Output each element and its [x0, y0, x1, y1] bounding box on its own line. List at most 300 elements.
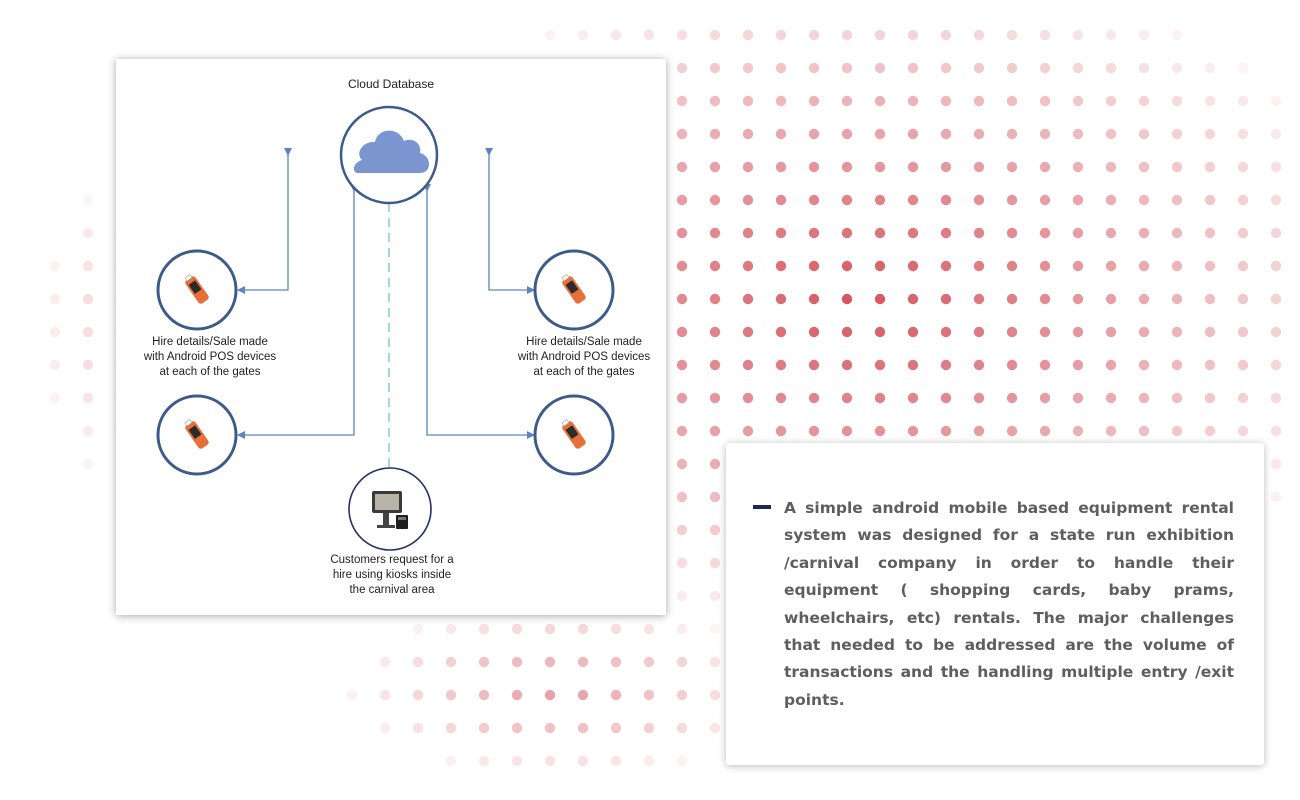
background-dot: [809, 162, 819, 172]
background-dot: [1139, 162, 1149, 172]
background-dot: [776, 195, 786, 205]
background-dot: [974, 228, 984, 238]
background-dot: [941, 261, 951, 271]
background-dot: [1271, 96, 1281, 106]
background-dot: [908, 327, 918, 337]
background-dot: [611, 690, 621, 700]
background-dot: [677, 690, 687, 700]
background-dot: [710, 624, 720, 634]
background-dot: [83, 459, 93, 469]
left-pos-label: Hire details/Sale made with Android POS devices at each of the gates: [143, 336, 277, 378]
background-dot: [83, 294, 93, 304]
background-dot: [941, 393, 951, 403]
background-dot: [710, 129, 720, 139]
background-dot: [479, 690, 489, 700]
background-dot: [1271, 327, 1281, 337]
background-dot: [809, 360, 819, 370]
background-dot: [743, 327, 753, 337]
background-dot: [479, 657, 489, 667]
background-dot: [83, 426, 93, 436]
background-dot: [677, 393, 687, 403]
background-dot: [1007, 327, 1017, 337]
background-dot: [1271, 195, 1281, 205]
background-dot: [1238, 393, 1248, 403]
background-dot: [809, 96, 819, 106]
kiosk-label: Customers request for a hire using kiosks inside the carnival area: [330, 554, 454, 596]
background-dot: [1238, 426, 1248, 436]
background-dot: [941, 30, 951, 40]
background-dot: [50, 360, 60, 370]
background-dot: [479, 723, 489, 733]
background-dot: [908, 195, 918, 205]
background-dot: [1007, 162, 1017, 172]
background-dot: [743, 261, 753, 271]
background-dot: [677, 261, 687, 271]
background-dot: [908, 393, 918, 403]
background-dot: [941, 63, 951, 73]
background-dot: [1139, 129, 1149, 139]
background-dot: [908, 228, 918, 238]
background-dot: [677, 162, 687, 172]
background-dot: [1007, 360, 1017, 370]
background-dot: [1205, 162, 1215, 172]
background-dot: [875, 162, 885, 172]
background-dot: [1040, 426, 1050, 436]
background-dot: [50, 294, 60, 304]
background-dot: [710, 30, 720, 40]
background-dot: [1073, 327, 1083, 337]
background-dot: [908, 162, 918, 172]
background-dot: [677, 459, 687, 469]
background-dot: [875, 30, 885, 40]
background-dot: [974, 162, 984, 172]
background-dot: [710, 228, 720, 238]
background-dot: [710, 591, 720, 601]
background-dot: [1139, 195, 1149, 205]
background-dot: [908, 129, 918, 139]
background-dot: [1205, 129, 1215, 139]
background-dot: [710, 294, 720, 304]
background-dot: [1172, 327, 1182, 337]
background-dot: [710, 327, 720, 337]
cloud-database-node: [341, 107, 437, 203]
background-dot: [611, 624, 621, 634]
background-dot: [1007, 426, 1017, 436]
background-dot: [842, 96, 852, 106]
background-dot: [1073, 393, 1083, 403]
background-dot: [1073, 63, 1083, 73]
background-dot: [1205, 228, 1215, 238]
background-dot: [1106, 360, 1116, 370]
background-dot: [710, 657, 720, 667]
background-dot: [545, 690, 555, 700]
background-dot: [1040, 63, 1050, 73]
background-dot: [875, 327, 885, 337]
background-dot: [842, 426, 852, 436]
background-dot: [1172, 294, 1182, 304]
background-dot: [710, 525, 720, 535]
background-dot: [809, 228, 819, 238]
background-dot: [1007, 129, 1017, 139]
background-dot: [1205, 63, 1215, 73]
background-dot: [611, 723, 621, 733]
pos-node-top-left: [158, 251, 236, 329]
background-dot: [644, 657, 654, 667]
background-dot: [1106, 63, 1116, 73]
background-dot: [1271, 426, 1281, 436]
background-dot: [809, 426, 819, 436]
background-dot: [446, 690, 456, 700]
background-dot: [1238, 162, 1248, 172]
background-dot: [1271, 459, 1281, 469]
background-dot: [1271, 360, 1281, 370]
background-dot: [743, 426, 753, 436]
background-dot: [941, 162, 951, 172]
background-dot: [677, 360, 687, 370]
background-dot: [413, 723, 423, 733]
background-dot: [1139, 294, 1149, 304]
cloud-database-label: Cloud Database: [347, 77, 435, 91]
background-dot: [50, 261, 60, 271]
background-dot: [1205, 393, 1215, 403]
background-dot: [842, 261, 852, 271]
background-dot: [1106, 162, 1116, 172]
background-dot: [50, 327, 60, 337]
background-dot: [545, 756, 555, 766]
background-dot: [941, 327, 951, 337]
background-dot: [842, 393, 852, 403]
background-dot: [1172, 195, 1182, 205]
background-dot: [974, 96, 984, 106]
background-dot: [776, 228, 786, 238]
background-dot: [1271, 261, 1281, 271]
background-dot: [974, 393, 984, 403]
background-dot: [1040, 261, 1050, 271]
background-dot: [1205, 261, 1215, 271]
background-dot: [1172, 63, 1182, 73]
background-dot: [1172, 228, 1182, 238]
background-dot: [380, 690, 390, 700]
background-dot: [1073, 426, 1083, 436]
background-dot: [1106, 195, 1116, 205]
background-dot: [908, 294, 918, 304]
background-dot: [1073, 294, 1083, 304]
background-dot: [1073, 360, 1083, 370]
background-dot: [677, 756, 687, 766]
background-dot: [1073, 195, 1083, 205]
background-dot: [1238, 294, 1248, 304]
background-dot: [1271, 393, 1281, 403]
background-dot: [743, 393, 753, 403]
background-dot: [710, 492, 720, 502]
background-dot: [83, 228, 93, 238]
background-dot: [446, 657, 456, 667]
background-dot: [941, 228, 951, 238]
background-dot: [908, 360, 918, 370]
background-dot: [50, 393, 60, 403]
right-pos-label: Hire details/Sale made with Android POS devices at each of the gates: [517, 336, 651, 378]
background-dot: [1271, 492, 1281, 502]
background-dot: [512, 756, 522, 766]
background-dot: [83, 393, 93, 403]
arrow-cloud-to-bottom-right-pos: [427, 191, 534, 435]
background-dot: [1271, 294, 1281, 304]
background-dot: [1040, 393, 1050, 403]
background-dot: [1073, 30, 1083, 40]
background-dot: [941, 195, 951, 205]
arrow-cloud-to-top-right-pos: [489, 155, 534, 290]
background-dot: [578, 723, 588, 733]
background-dot: [578, 690, 588, 700]
background-dot: [974, 294, 984, 304]
background-dot: [941, 360, 951, 370]
background-dot: [809, 63, 819, 73]
pos-node-bottom-right: [535, 396, 613, 474]
background-dot: [644, 690, 654, 700]
background-dot: [512, 723, 522, 733]
background-dot: [809, 294, 819, 304]
background-dot: [1007, 63, 1017, 73]
background-dot: [809, 261, 819, 271]
background-dot: [710, 96, 720, 106]
background-dot: [545, 723, 555, 733]
background-dot: [644, 624, 654, 634]
pos-node-top-right: [535, 251, 613, 329]
background-dot: [941, 129, 951, 139]
background-dot: [380, 723, 390, 733]
background-dot: [908, 30, 918, 40]
description-text: A simple android mobile based equipment rental system was designed for a state run exhibition /carnival company in order to handle their equipment ( shopping cards, baby prams, wheelchairs, etc) rentals. The major challenges that needed to be addressed are the volume of transactions and the handling multiple entry /exit points.: [784, 499, 1234, 709]
background-dot: [1007, 228, 1017, 238]
background-dot: [743, 360, 753, 370]
background-dot: [710, 393, 720, 403]
background-dot: [545, 657, 555, 667]
background-dot: [1172, 393, 1182, 403]
background-dot: [743, 294, 753, 304]
background-dot: [743, 30, 753, 40]
background-dot: [677, 558, 687, 568]
background-dot: [710, 426, 720, 436]
architecture-diagram: [116, 59, 666, 615]
background-dot: [842, 195, 852, 205]
background-dot: [413, 690, 423, 700]
background-dot: [1205, 294, 1215, 304]
background-dot: [875, 228, 885, 238]
background-dot: [512, 690, 522, 700]
background-dot: [1007, 261, 1017, 271]
background-dot: [1040, 129, 1050, 139]
background-dot: [1172, 162, 1182, 172]
background-dot: [974, 129, 984, 139]
background-dot: [1007, 30, 1017, 40]
background-dot: [776, 393, 786, 403]
bullet-dash-icon: [753, 505, 771, 509]
background-dot: [677, 30, 687, 40]
background-dot: [1172, 261, 1182, 271]
background-dot: [710, 723, 720, 733]
background-dot: [479, 756, 489, 766]
kiosk-node: [349, 468, 431, 550]
background-dot: [1172, 129, 1182, 139]
background-dot: [380, 657, 390, 667]
background-dot: [941, 294, 951, 304]
background-dot: [908, 426, 918, 436]
background-dot: [83, 195, 93, 205]
background-dot: [1106, 96, 1116, 106]
background-dot: [875, 195, 885, 205]
background-dot: [941, 426, 951, 436]
background-dot: [974, 30, 984, 40]
background-dot: [908, 96, 918, 106]
background-dot: [974, 327, 984, 337]
background-dot: [842, 162, 852, 172]
background-dot: [446, 723, 456, 733]
background-dot: [677, 492, 687, 502]
pos-node-bottom-left: [158, 396, 236, 474]
background-dot: [875, 393, 885, 403]
background-dot: [578, 624, 588, 634]
background-dot: [644, 723, 654, 733]
background-dot: [1040, 96, 1050, 106]
background-dot: [1106, 261, 1116, 271]
background-dot: [974, 360, 984, 370]
background-dot: [710, 162, 720, 172]
background-dot: [611, 30, 621, 40]
background-dot: [677, 63, 687, 73]
background-dot: [413, 657, 423, 667]
background-dot: [842, 294, 852, 304]
background-dot: [1205, 195, 1215, 205]
description-card: [726, 443, 1264, 765]
background-dot: [578, 30, 588, 40]
background-dot: [875, 63, 885, 73]
background-dot: [578, 756, 588, 766]
background-dot: [1271, 228, 1281, 238]
background-dot: [1007, 393, 1017, 403]
background-dot: [1205, 426, 1215, 436]
background-dot: [875, 294, 885, 304]
background-dot: [875, 426, 885, 436]
background-dot: [83, 261, 93, 271]
background-dot: [413, 624, 423, 634]
background-dot: [776, 294, 786, 304]
background-dot: [842, 360, 852, 370]
background-dot: [677, 591, 687, 601]
background-dot: [1040, 162, 1050, 172]
background-dot: [1139, 261, 1149, 271]
background-dot: [347, 690, 357, 700]
background-dot: [875, 261, 885, 271]
background-dot: [1238, 96, 1248, 106]
background-dot: [776, 129, 786, 139]
arrow-cloud-to-bottom-left-pos: [238, 191, 354, 435]
background-dot: [776, 30, 786, 40]
background-dot: [1073, 228, 1083, 238]
background-dot: [1172, 96, 1182, 106]
background-dot: [677, 624, 687, 634]
background-dot: [1007, 195, 1017, 205]
background-dot: [710, 63, 720, 73]
background-dot: [1139, 426, 1149, 436]
background-dot: [677, 228, 687, 238]
background-dot: [743, 129, 753, 139]
background-dot: [1040, 327, 1050, 337]
background-dot: [1040, 294, 1050, 304]
background-dot: [1040, 360, 1050, 370]
background-dot: [677, 426, 687, 436]
background-dot: [1106, 228, 1116, 238]
background-dot: [1172, 30, 1182, 40]
background-dot: [842, 129, 852, 139]
background-dot: [710, 459, 720, 469]
background-dot: [1205, 327, 1215, 337]
background-dot: [1139, 360, 1149, 370]
background-dot: [1040, 30, 1050, 40]
background-dot: [809, 195, 819, 205]
background-dot: [1040, 228, 1050, 238]
background-dot: [677, 723, 687, 733]
background-dot: [1139, 228, 1149, 238]
background-dot: [842, 228, 852, 238]
background-dot: [776, 327, 786, 337]
background-dot: [974, 195, 984, 205]
background-dot: [1238, 228, 1248, 238]
background-dot: [1106, 393, 1116, 403]
background-dot: [1139, 63, 1149, 73]
background-dot: [1073, 129, 1083, 139]
background-dot: [908, 261, 918, 271]
background-dot: [677, 96, 687, 106]
background-dot: [1106, 129, 1116, 139]
background-dot: [842, 327, 852, 337]
background-dot: [1139, 393, 1149, 403]
background-dot: [677, 525, 687, 535]
background-dot: [974, 261, 984, 271]
background-dot: [1172, 426, 1182, 436]
background-dot: [1073, 162, 1083, 172]
background-dot: [1238, 261, 1248, 271]
background-dot: [1172, 360, 1182, 370]
background-dot: [809, 129, 819, 139]
background-dot: [776, 63, 786, 73]
background-dot: [710, 690, 720, 700]
background-dot: [1073, 96, 1083, 106]
background-dot: [743, 195, 753, 205]
background-dot: [743, 63, 753, 73]
background-dot: [776, 426, 786, 436]
background-dot: [1271, 129, 1281, 139]
background-dot: [446, 756, 456, 766]
background-dot: [875, 129, 885, 139]
background-dot: [710, 558, 720, 568]
background-dot: [875, 360, 885, 370]
background-dot: [776, 360, 786, 370]
background-dot: [1205, 360, 1215, 370]
background-dot: [875, 96, 885, 106]
background-dot: [512, 657, 522, 667]
background-dot: [677, 195, 687, 205]
background-dot: [1139, 30, 1149, 40]
background-dot: [974, 426, 984, 436]
background-dot: [1106, 30, 1116, 40]
background-dot: [677, 294, 687, 304]
background-dot: [1238, 327, 1248, 337]
background-dot: [1040, 195, 1050, 205]
background-dot: [1073, 261, 1083, 271]
background-dot: [545, 624, 555, 634]
background-dot: [743, 96, 753, 106]
background-dot: [512, 624, 522, 634]
